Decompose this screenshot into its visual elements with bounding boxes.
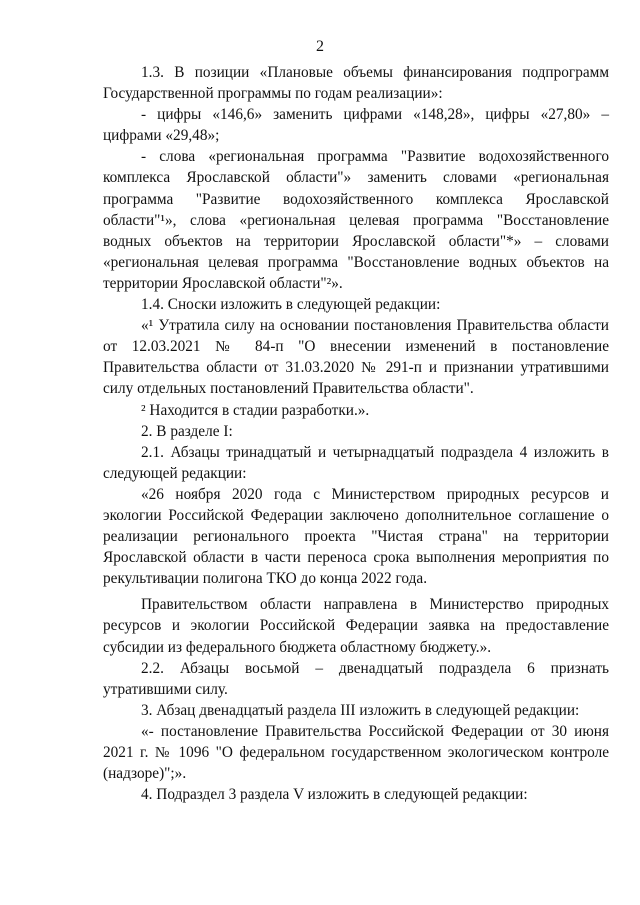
footnote-1: «¹ Утратила силу на основании постановления Правительства области от 12.03.2021 № 84-п "О внесении изменений в постановление Правительства области от 31.03.2020 № 291-п и признании утратившими силу отдельных постановлений Правительства области". [103, 317, 609, 398]
paragraph-2-2: 2.2. Абзацы восьмой – двенадцатый подраздела 6 признать утратившими силу. [103, 659, 609, 698]
page-number: 2 [316, 38, 324, 55]
paragraph-2-1-quote-2: Правительством области направлена в Министерство природных ресурсов и экологии Российской Федерации заявка на предоставление субсидии из федерального бюджета областному бюджету.». [103, 596, 609, 656]
footnote-2: ² Находится в стадии разработки.». [141, 401, 370, 419]
paragraph-4: 4. Подраздел 3 раздела V изложить в следующей редакции: [141, 786, 528, 804]
paragraph-2: 2. В разделе I: [141, 422, 233, 440]
document-body [103, 62, 609, 805]
paragraph-3: 3. Абзац двенадцатый раздела III изложить в следующей редакции: [141, 701, 580, 719]
paragraph-1-3: 1.3. В позиции «Плановые объемы финансирования подпрограмм Государственной программы по годам реализации»: [103, 64, 609, 103]
paragraph-1-3-digits: - цифры «146,6» заменить цифрами «148,28», цифры «27,80» – цифрами «29,48»; [103, 106, 609, 145]
paragraph-2-1: 2.1. Абзацы тринадцатый и четырнадцатый подраздела 4 изложить в следующей редакции: [103, 443, 609, 482]
paragraph-1-4: 1.4. Сноски изложить в следующей редакции: [141, 296, 441, 314]
paragraph-2-1-quote-1: «26 ноября 2020 года с Министерством природных ресурсов и экологии Российской Федерации заключено дополнительное соглашение о реализации регионального проекта "Чистая страна" на территории Ярославской области в части переноса срока выполнения мероприятия по рекультивации полигона ТКО до конца 2022 года. [103, 485, 609, 588]
paragraph-3-quote: «- постановление Правительства Российской Федерации от 30 июня 2021 г. № 1096 "О федеральном государственном экологическом контроле (надзоре)";». [103, 722, 609, 783]
paragraph-1-3-words: - слова «региональная программа "Развитие водохозяйственного комплекса Ярославской области"» заменить словами «региональная программа "Развитие водохозяйственного комплекса Ярославской области"¹», слова «региональная целевая программа "Восстановление водных объектов на территории Ярославской области"*» – словами «региональная целевая программа "Восстановление водных объектов на территории Ярославской области"²». [103, 148, 609, 292]
